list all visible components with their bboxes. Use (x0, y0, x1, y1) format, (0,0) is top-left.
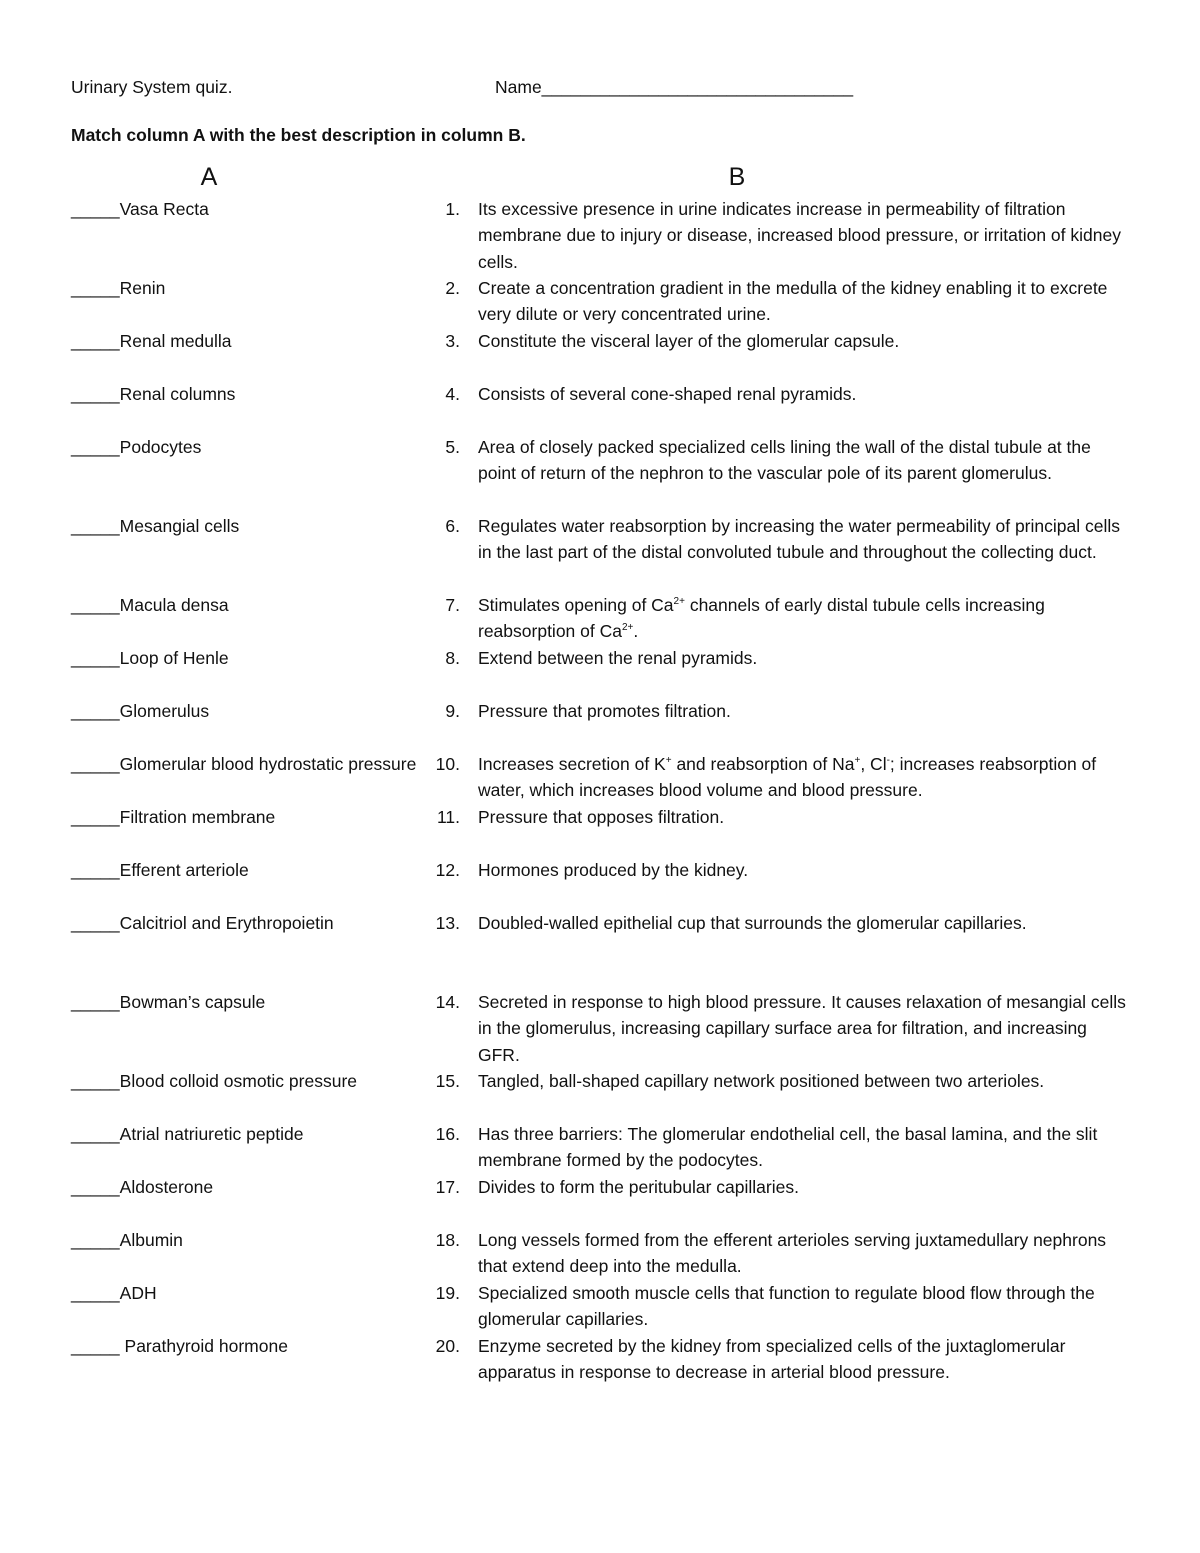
match-row (71, 645, 1131, 698)
item-number: 7. (445, 595, 460, 615)
description: Enzyme secreted by the kidney from specialized cells of the juxtaglomerular apparatus in response to decrease in arterial blood pressure. (478, 1336, 1066, 1383)
match-row (71, 592, 1131, 645)
match-row (71, 1068, 1131, 1121)
desc-text: and reabsorption of Na (671, 754, 855, 774)
term: _____Bowman’s capsule (71, 992, 266, 1012)
item-number: 20. (435, 1336, 460, 1356)
description: Doubled-walled epithelial cup that surrounds the glomerular capillaries. (478, 913, 1027, 933)
match-row (71, 857, 1131, 910)
term: _____Atrial natriuretic peptide (71, 1124, 304, 1144)
description: Extend between the renal pyramids. (478, 648, 758, 668)
item-number: 4. (445, 384, 460, 404)
description (478, 592, 1128, 645)
item-number: 6. (445, 516, 460, 536)
item-number: 8. (445, 648, 460, 668)
item-number: 16. (435, 1124, 460, 1144)
term: _____Podocytes (71, 437, 202, 457)
match-row (71, 1121, 1131, 1174)
superscript: 2+ (673, 596, 685, 607)
term: _____Mesangial cells (71, 516, 240, 536)
desc-text: channels of early distal tubule cells increasing reabsorption of Ca (478, 595, 1045, 642)
match-rows (71, 196, 1131, 1412)
quiz-title: Urinary System quiz. (71, 77, 233, 97)
description: Constitute the visceral layer of the glomerular capsule. (478, 331, 900, 351)
description: Create a concentration gradient in the medulla of the kidney enabling it to excrete very dilute or very concentrated urine. (478, 278, 1108, 325)
match-row (71, 1174, 1131, 1227)
item-number: 2. (445, 278, 460, 298)
superscript: 2+ (621, 622, 634, 634)
description: Tangled, ball-shaped capillary network positioned between two arterioles. (478, 1071, 1045, 1091)
item-number: 11. (436, 807, 460, 827)
description (478, 751, 1128, 804)
item-number: 17. (435, 1177, 460, 1197)
match-row (71, 1280, 1131, 1333)
match-row (71, 989, 1131, 1068)
column-headers (71, 160, 1131, 194)
term: _____ Parathyroid hormone (71, 1336, 288, 1356)
column-a-heading: A (200, 163, 218, 191)
description: Area of closely packed specialized cells lining the wall of the distal tubule at the point of return of the nephron to the vascular pole of its parent glomerulus. (478, 437, 1091, 484)
column-b-heading: B (728, 163, 746, 191)
description: Long vessels formed from the efferent arterioles serving juxtamedullary nephrons that extend deep into the medulla. (478, 1230, 1107, 1277)
match-row (71, 698, 1131, 751)
superscript: + (854, 755, 861, 766)
desc-text: . (633, 621, 639, 642)
item-number: 12. (435, 860, 460, 880)
term: _____Glomerular blood hydrostatic pressure (71, 754, 417, 774)
term: _____ADH (71, 1283, 157, 1303)
description: Secreted in response to high blood pressure. It causes relaxation of mesangial cells in the glomerulus, increasing capillary surface area for filtration, and increasing GFR. (478, 992, 1126, 1065)
match-row (71, 328, 1131, 381)
name-field: Name________________________________ (495, 77, 854, 97)
description: Divides to form the peritubular capillaries. (478, 1177, 799, 1197)
match-row (71, 910, 1131, 989)
item-number: 1. (445, 199, 460, 219)
desc-text: ; increases reabsorption of water, which increases blood volume and blood pressure. (478, 754, 1097, 801)
description: Specialized smooth muscle cells that function to regulate blood flow through the glomerular capillaries. (478, 1283, 1095, 1330)
item-number: 14. (435, 992, 460, 1012)
description: Its excessive presence in urine indicates increase in permeability of filtration membrane due to injury or disease, increased blood pressure, or irritation of kidney cells. (478, 199, 1121, 272)
instructions: Match column A with the best description in column B. (71, 125, 526, 145)
term: _____Blood colloid osmotic pressure (71, 1071, 357, 1091)
desc-text: Stimulates opening of Ca (478, 595, 674, 615)
term: _____Filtration membrane (71, 807, 276, 827)
match-row (71, 751, 1131, 804)
description: Regulates water reabsorption by increasing the water permeability of principal cells in the last part of the distal convoluted tubule and throughout the collecting duct. (478, 516, 1120, 563)
match-row (71, 1333, 1131, 1412)
term: _____Glomerulus (71, 701, 210, 721)
match-row (71, 1227, 1131, 1280)
term: _____Aldosterone (71, 1177, 214, 1197)
term: _____Macula densa (71, 595, 229, 615)
description: Has three barriers: The glomerular endothelial cell, the basal lamina, and the slit membrane formed by the podocytes. (478, 1124, 1098, 1171)
match-row (71, 196, 1131, 275)
term: _____Renal medulla (71, 331, 232, 351)
item-number: 10. (435, 754, 460, 774)
match-row (71, 434, 1131, 513)
term: _____Renin (71, 278, 166, 298)
term: _____Calcitriol and Erythropoietin (71, 913, 334, 933)
description: Consists of several cone-shaped renal pyramids. (478, 384, 857, 404)
desc-text: Increases secretion of K (478, 754, 666, 774)
match-row (71, 275, 1131, 328)
item-number: 13. (435, 913, 460, 933)
description: Pressure that promotes filtration. (478, 701, 731, 721)
description: Hormones produced by the kidney. (478, 860, 749, 880)
item-number: 3. (445, 331, 460, 351)
desc-text: , Cl (860, 754, 887, 774)
quiz-page (71, 72, 1131, 1412)
term: _____Albumin (71, 1230, 183, 1250)
header (71, 72, 1131, 102)
superscript: - (886, 755, 890, 766)
item-number: 15. (435, 1071, 460, 1091)
description: Pressure that opposes filtration. (478, 807, 725, 827)
term: _____Loop of Henle (71, 648, 229, 668)
superscript: + (665, 755, 672, 766)
term: _____Renal columns (71, 384, 236, 404)
match-row (71, 513, 1131, 592)
match-row (71, 381, 1131, 434)
term: _____Efferent arteriole (71, 860, 249, 880)
item-number: 5. (445, 437, 460, 457)
match-row (71, 804, 1131, 857)
item-number: 9. (445, 701, 460, 721)
item-number: 19. (435, 1283, 460, 1303)
term: _____Vasa Recta (71, 199, 209, 219)
item-number: 18. (435, 1230, 460, 1250)
